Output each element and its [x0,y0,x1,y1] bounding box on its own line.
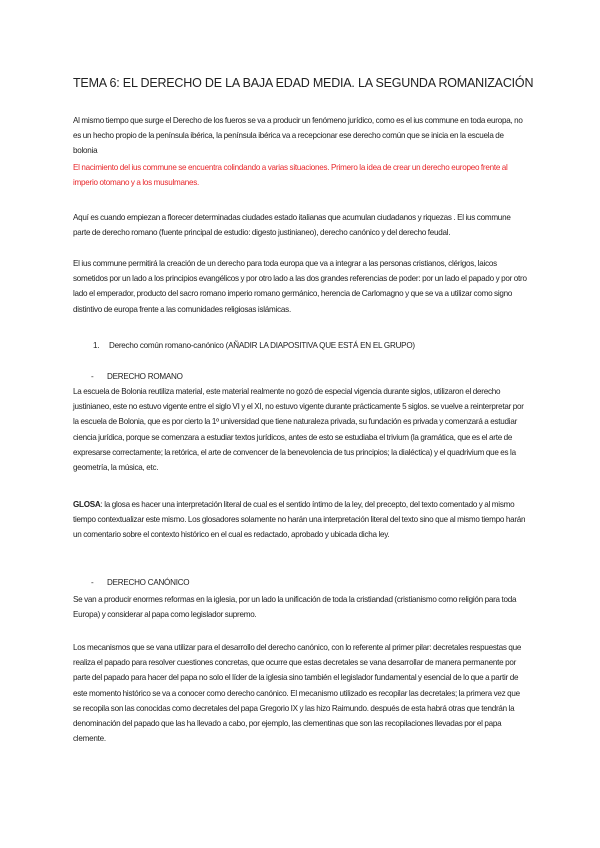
church-reforms-paragraph: Se van a producir enormes reformas en la iglesia, por un lado la unificación de toda la cristiandad (cristianismo como religión para toda Europa) y considerar al papa como legislador supremo. [73,595,517,620]
glosa-label: GLOSA [73,500,101,509]
numbered-list-item [93,341,415,350]
dash-bullet: - [91,372,94,381]
section-heading-text: DERECHO CANÓNICO [107,578,190,587]
list-item-text: Derecho común romano-canónico (AÑADIR LA DIAPOSITIVA QUE ESTÁ EN EL GRUPO) [109,341,415,350]
page-title: TEMA 6: EL DERECHO DE LA BAJA EDAD MEDIA. LA SEGUNDA ROMANIZACIÓN [73,76,534,90]
decretales-paragraph: Los mecanismos que se vana utilizar para el desarrollo del derecho canónico, con lo referente al primer pilar: decretales respuestas que realiza el papado para resolver cuestiones concretas, que ocurre que estas decretales se vana desarrollar de manera permanente por parte del papado para hacer del papa no solo el líder de la iglesia sino también el legislador fundamental y esencial de lo que a partir de este momento histórico se va a conocer como derecho canónico. El mecanismo utilizado es recopilar las decretales; la primera vez que se recopila son las conocidas como decretales del papa Gregorio IX y las hizo Raimundo. después de esta habrá otras que tendrán la denominación del papado que las ha llevado a cabo, por ejemplo, las clementinas que son las recopilaciones llevadas por el papa clemente. [73,643,522,744]
section-heading-canon-law [91,578,189,587]
cities-paragraph: Aquí es cuando empiezan a florecer determinadas ciudades estado italianas que acumulan ciudadanos y riquezas . El ius commune parte de derecho romano (fuente principal de estudio: digesto justinianeo), derecho canónico y del derecho feudal. [73,213,511,238]
glosa-paragraph [73,497,528,543]
glosa-text: : la glosa es hacer una interpretación literal de cual es el sentido íntimo de la ley, del precepto, del texto comentado y al mismo tiempo contextualizar este mismo. Los glosadores solamente no harán una interpretación literal del texto sino que al mismo tiempo harán un comentario sobre el contexto histórico en el cual es redactado, aprobado y ubicada dicha ley. [73,500,526,540]
section-heading-text: DERECHO ROMANO [107,372,183,381]
section-heading-roman-law [91,372,183,381]
list-number: 1. [93,341,100,350]
dash-bullet: - [91,578,94,587]
bologna-paragraph: La escuela de Bolonia reutiliza material, este material realmente no gozó de especial vigencia durante siglos, utilizaron el derecho justinianeo, este no estuvo vigente entre el siglo VI y el XI, no estuvo vigente durante prácticamente 5 siglos. se vuelve a reinterpretar por la escuela de Bolonia, que es por cierto la 1º universidad que tiene naturaleza privada, su fundación es privada y comenzará a estudiar ciencia jurídica, porque se comenzara a estudiar textos jurídicos, antes de esto se estudiaba el trivium (la gramática, que es el arte de expresarse correctamente; la retórica, el arte de convencer de la benevolencia de tus principios; la dialéctica) y el quadrivium que es la geometría, la música, etc. [73,387,524,473]
highlighted-paragraph: El nacimiento del ius commune se encuentra colindando a varias situaciones. Primero la idea de crear un derecho europeo frente al imperio otomano y a los musulmanes. [73,163,508,188]
ius-commune-paragraph: El ius commune permitirá la creación de un derecho para toda europa que va a integrar a las personas cristianos, clérigos, laicos sometidos por un lado a los principios evangélicos y por otro lado a las dos grandes referencias de poder: por un lado el papado y por otro lado el emperador, producto del sacro romano imperio romano germánico, herencia de Carlomagno y que se va a utilizar como signo distintivo de europa frente a las comunidades religiosas islámicas. [73,259,527,314]
intro-paragraph: Al mismo tiempo que surge el Derecho de los fueros se va a producir un fenómeno jurídico, como es el ius commune en toda europa, no es un hecho propio de la península ibérica, la península ibérica va a recepcionar ese derecho común que se inicia en la escuela de bolonia [73,116,523,156]
